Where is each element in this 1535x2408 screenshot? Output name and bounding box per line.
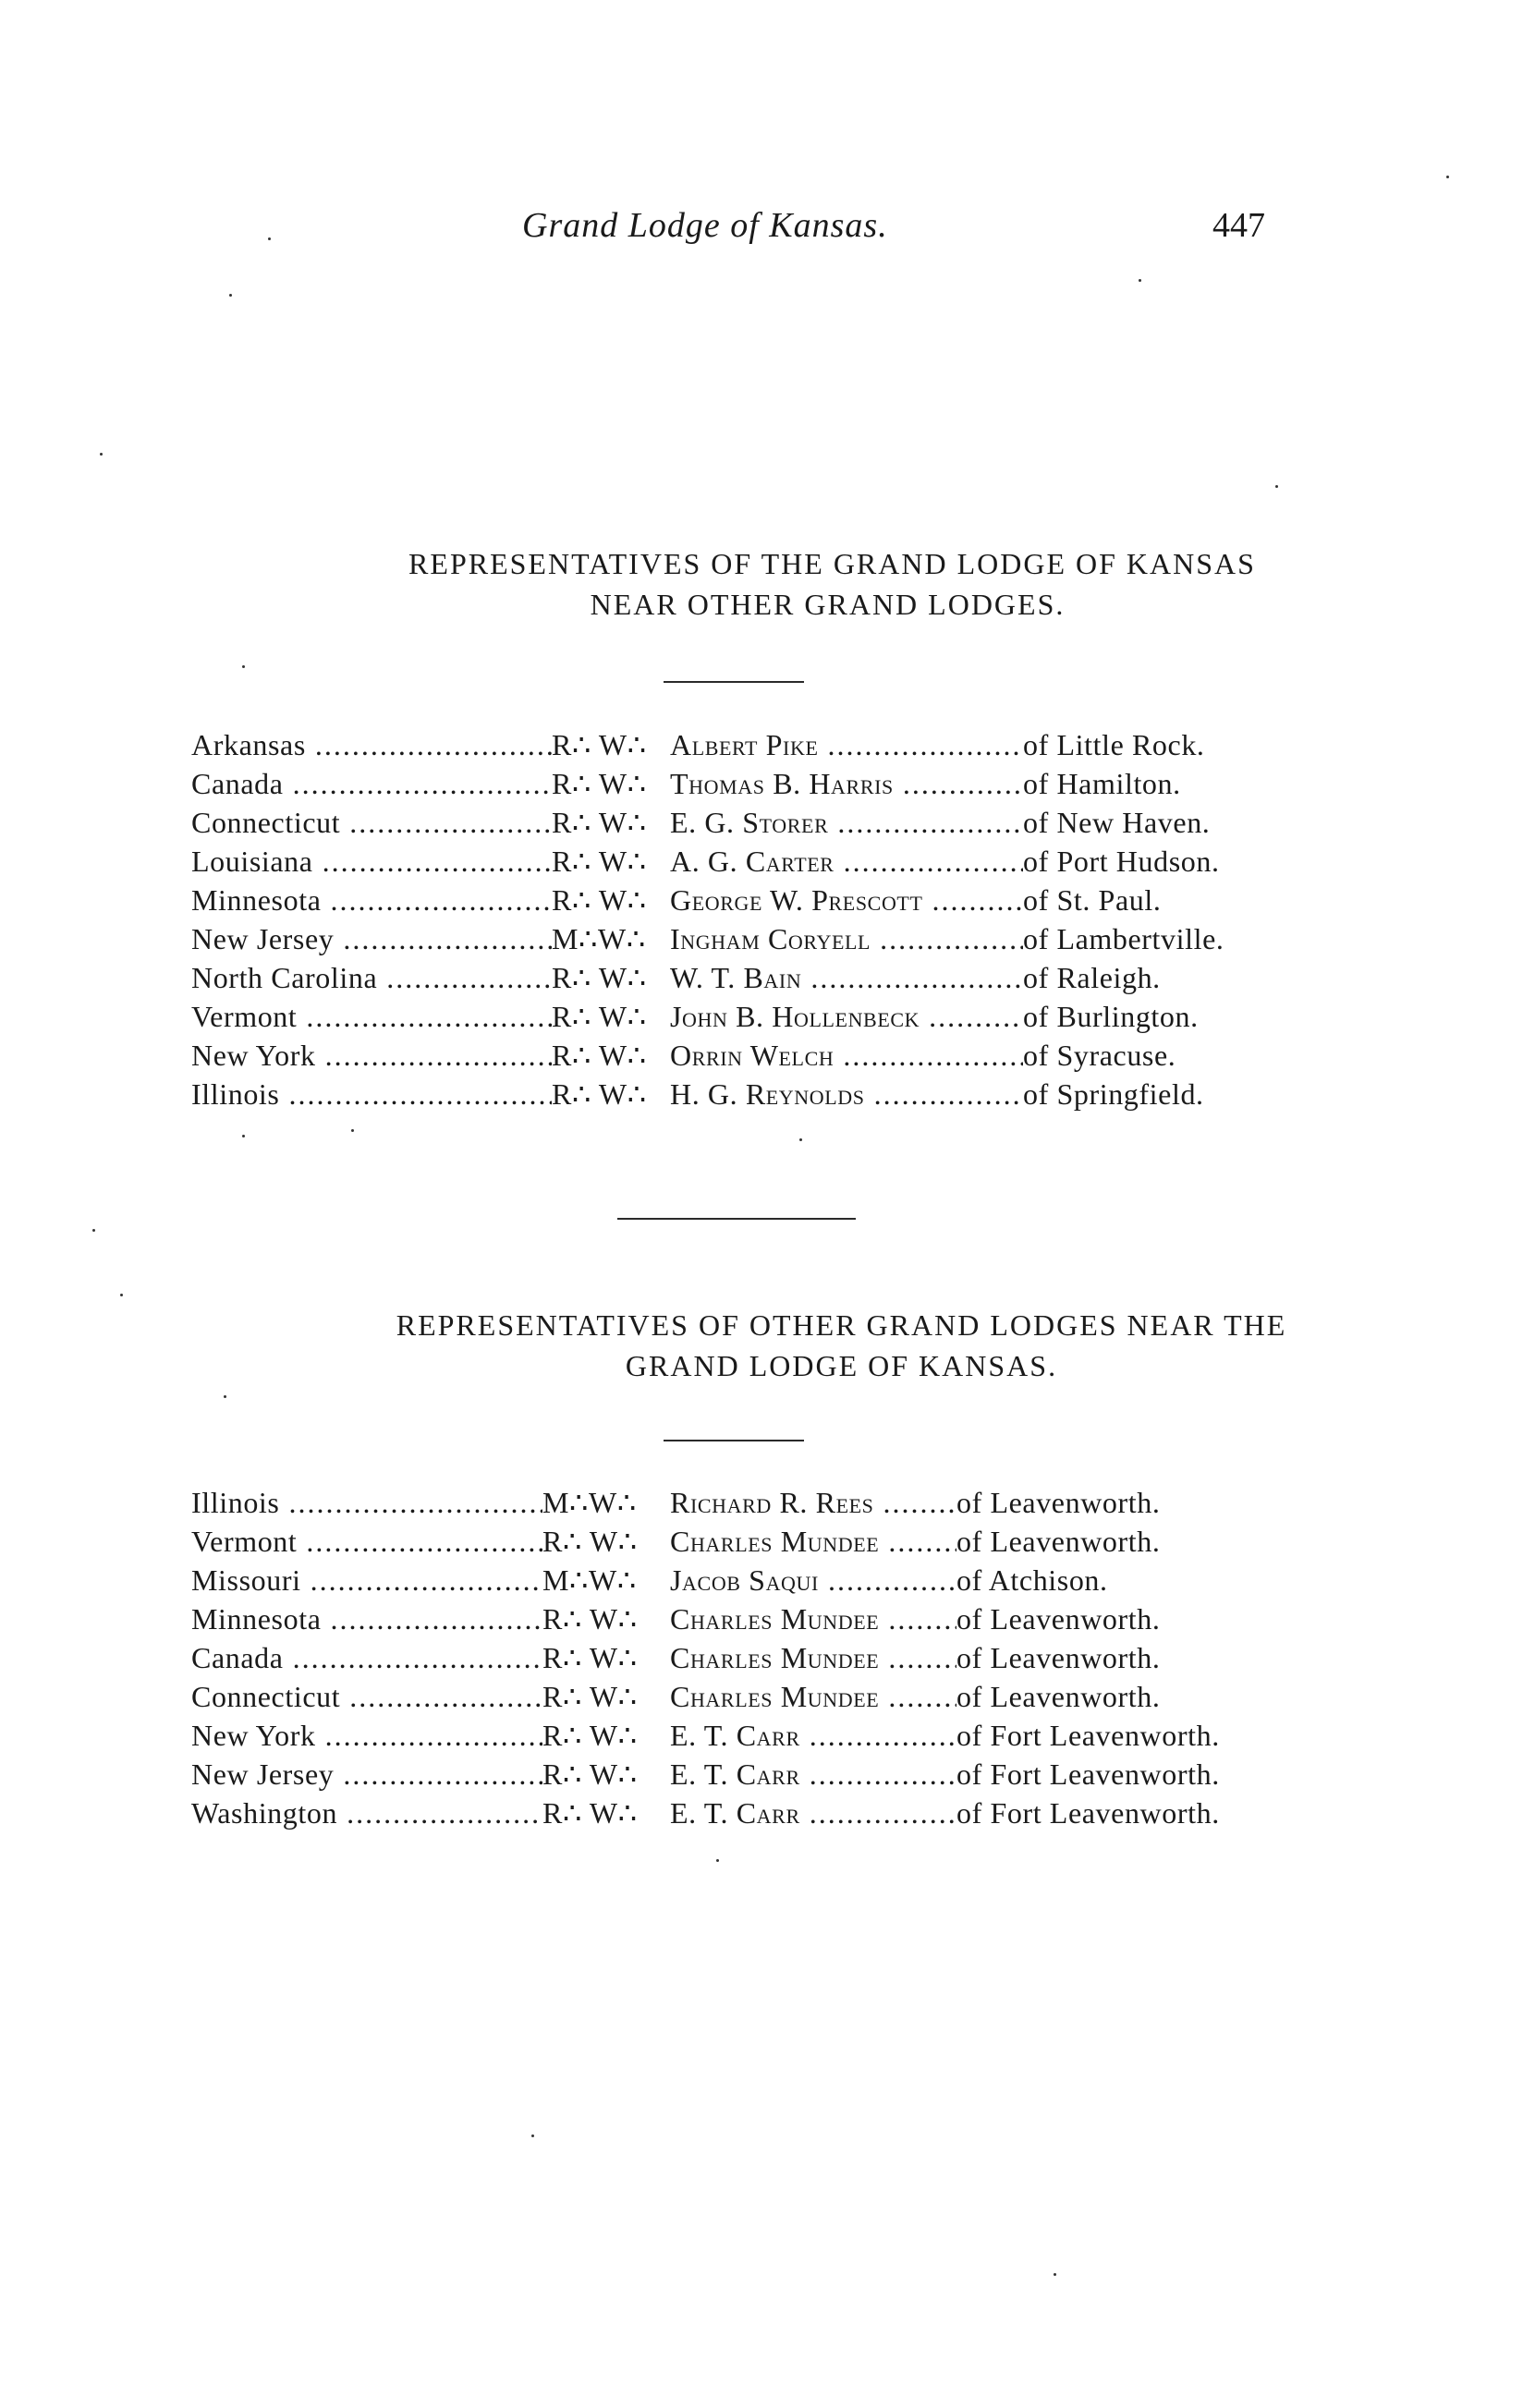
scan-speck <box>224 1395 226 1398</box>
entry-name: A. G. Carter ..... <box>670 842 1023 881</box>
entry-title: M∴W∴ <box>542 1486 637 1519</box>
entry-state: Louisiana ..... <box>191 842 552 881</box>
entry-title: R∴ W∴ <box>552 1000 647 1033</box>
entry-name: E. T. Carr ..... <box>670 1716 956 1755</box>
entry-name: Charles Mundee ..... <box>670 1599 956 1638</box>
list-item <box>191 764 1224 803</box>
list-item <box>191 1561 1220 1599</box>
entry-title: R∴ W∴ <box>542 1680 638 1713</box>
entry-place: of Lambertville. <box>1023 922 1224 955</box>
entry-place: of New Haven. <box>1023 806 1211 839</box>
representatives-list-other-lodges <box>191 1483 1220 1832</box>
entry-title: R∴ W∴ <box>552 845 647 878</box>
entry-place: of St. Paul. <box>1023 883 1162 917</box>
entry-name: E. T. Carr ..... <box>670 1755 956 1794</box>
entry-name: Richard R. Rees ..... <box>670 1483 956 1522</box>
entry-place: of Fort Leavenworth. <box>956 1796 1220 1830</box>
scan-speck <box>92 1229 95 1232</box>
entry-title: R∴ W∴ <box>552 1077 647 1111</box>
section-heading-kansas-representatives <box>0 543 1535 625</box>
entry-state: North Carolina ..... <box>191 958 552 997</box>
entry-place: of Burlington. <box>1023 1000 1199 1033</box>
entry-place: of Fort Leavenworth. <box>956 1719 1220 1752</box>
section-heading-other-lodges-representatives <box>0 1305 1535 1386</box>
list-item <box>191 1483 1220 1522</box>
entry-name: Charles Mundee ..... <box>670 1638 956 1677</box>
scan-speck <box>799 1138 802 1141</box>
entry-place: of Springfield. <box>1023 1077 1204 1111</box>
page-header <box>0 205 1535 257</box>
list-item <box>191 1075 1224 1113</box>
entry-state: Minnesota ..... <box>191 1599 542 1638</box>
entry-name: Ingham Coryell ..... <box>670 919 1023 958</box>
short-rule <box>664 1440 804 1441</box>
entry-name: W. T. Bain ..... <box>670 958 1023 997</box>
entry-title: R∴ W∴ <box>542 1757 638 1791</box>
entry-title: R∴ W∴ <box>542 1796 638 1830</box>
entry-state: Arkansas ..... <box>191 725 552 764</box>
entry-state: Illinois ..... <box>191 1075 552 1113</box>
scan-speck <box>242 665 245 668</box>
entry-name: Charles Mundee ..... <box>670 1522 956 1561</box>
entry-state: Missouri ..... <box>191 1561 542 1599</box>
entry-place: of Raleigh. <box>1023 961 1161 994</box>
entry-name: H. G. Reynolds ..... <box>670 1075 1023 1113</box>
entry-place: of Leavenworth. <box>956 1641 1161 1674</box>
entry-place: of Atchison. <box>956 1563 1108 1597</box>
entry-title: R∴ W∴ <box>542 1719 638 1752</box>
section-heading-line: GRAND LODGE OF KANSAS. <box>625 1349 1058 1382</box>
list-item <box>191 1677 1220 1716</box>
entry-title: R∴ W∴ <box>552 961 647 994</box>
scan-speck <box>716 1859 719 1862</box>
entry-state: New York ..... <box>191 1716 542 1755</box>
entry-state: Connecticut ..... <box>191 803 552 842</box>
scan-speck <box>1139 279 1141 282</box>
scan-speck <box>229 294 232 297</box>
entry-title: R∴ W∴ <box>542 1641 638 1674</box>
entry-title: R∴ W∴ <box>552 1039 647 1072</box>
section-heading-line: NEAR OTHER GRAND LODGES. <box>590 588 1066 621</box>
entry-title: R∴ W∴ <box>552 883 647 917</box>
entry-state: Vermont ..... <box>191 1522 542 1561</box>
entry-state: Illinois ..... <box>191 1483 542 1522</box>
list-item <box>191 881 1224 919</box>
entry-place: of Hamilton. <box>1023 767 1181 800</box>
list-item <box>191 1522 1220 1561</box>
scan-speck <box>1054 2273 1056 2276</box>
list-item <box>191 725 1224 764</box>
list-item <box>191 997 1224 1036</box>
entry-state: New Jersey ..... <box>191 919 552 958</box>
list-item <box>191 1716 1220 1755</box>
entry-state: New York ..... <box>191 1036 552 1075</box>
list-item <box>191 1755 1220 1794</box>
entry-title: R∴ W∴ <box>542 1525 638 1558</box>
running-title: Grand Lodge of Kansas. <box>522 206 888 245</box>
entry-state: Canada ..... <box>191 1638 542 1677</box>
entry-title: M∴W∴ <box>542 1563 637 1597</box>
list-item <box>191 1599 1220 1638</box>
entry-state: Vermont ..... <box>191 997 552 1036</box>
entry-state: Washington ..... <box>191 1794 542 1832</box>
section-heading-line: REPRESENTATIVES OF OTHER GRAND LODGES NEAR THE <box>396 1308 1287 1342</box>
entry-state: Minnesota ..... <box>191 881 552 919</box>
entry-place: of Port Hudson. <box>1023 845 1220 878</box>
entry-title: M∴W∴ <box>552 922 646 955</box>
entry-name: Albert Pike ..... <box>670 725 1023 764</box>
entry-state: Connecticut ..... <box>191 1677 542 1716</box>
entry-name: Jacob Saqui ..... <box>670 1561 956 1599</box>
entry-name: Orrin Welch ..... <box>670 1036 1023 1075</box>
entry-title: R∴ W∴ <box>552 728 647 761</box>
entry-name: E. T. Carr ..... <box>670 1794 956 1832</box>
entry-place: of Leavenworth. <box>956 1680 1161 1713</box>
scan-speck <box>1275 485 1278 488</box>
entry-state: New Jersey ..... <box>191 1755 542 1794</box>
entry-title: R∴ W∴ <box>542 1602 638 1636</box>
list-item <box>191 1638 1220 1677</box>
section-heading-line: REPRESENTATIVES OF THE GRAND LODGE OF KANSAS <box>408 547 1256 580</box>
scan-speck <box>268 237 271 240</box>
scan-speck <box>531 2134 534 2137</box>
scan-speck <box>100 453 103 456</box>
scan-speck <box>120 1294 123 1296</box>
list-item <box>191 1794 1220 1832</box>
entry-place: of Leavenworth. <box>956 1602 1161 1636</box>
short-rule <box>664 681 804 683</box>
scan-speck <box>351 1129 354 1132</box>
entry-title: R∴ W∴ <box>552 767 647 800</box>
entry-place: of Fort Leavenworth. <box>956 1757 1220 1791</box>
scan-speck <box>242 1135 245 1137</box>
entry-place: of Leavenworth. <box>956 1486 1161 1519</box>
entry-place: of Leavenworth. <box>956 1525 1161 1558</box>
section-divider-rule <box>617 1218 856 1220</box>
entry-name: George W. Prescott ..... <box>670 881 1023 919</box>
entry-name: Charles Mundee ..... <box>670 1677 956 1716</box>
list-item <box>191 803 1224 842</box>
entry-place: of Syracuse. <box>1023 1039 1176 1072</box>
entry-name: E. G. Storer ..... <box>670 803 1023 842</box>
entry-state: Canada ..... <box>191 764 552 803</box>
list-item <box>191 842 1224 881</box>
entry-title: R∴ W∴ <box>552 806 647 839</box>
entry-place: of Little Rock. <box>1023 728 1205 761</box>
list-item <box>191 919 1224 958</box>
scan-speck <box>1446 176 1449 178</box>
page-number: 447 <box>1212 206 1265 245</box>
representatives-list-kansas-abroad <box>191 725 1224 1113</box>
entry-name: John B. Hollenbeck ..... <box>670 997 1023 1036</box>
list-item <box>191 958 1224 997</box>
list-item <box>191 1036 1224 1075</box>
entry-name: Thomas B. Harris ..... <box>670 764 1023 803</box>
